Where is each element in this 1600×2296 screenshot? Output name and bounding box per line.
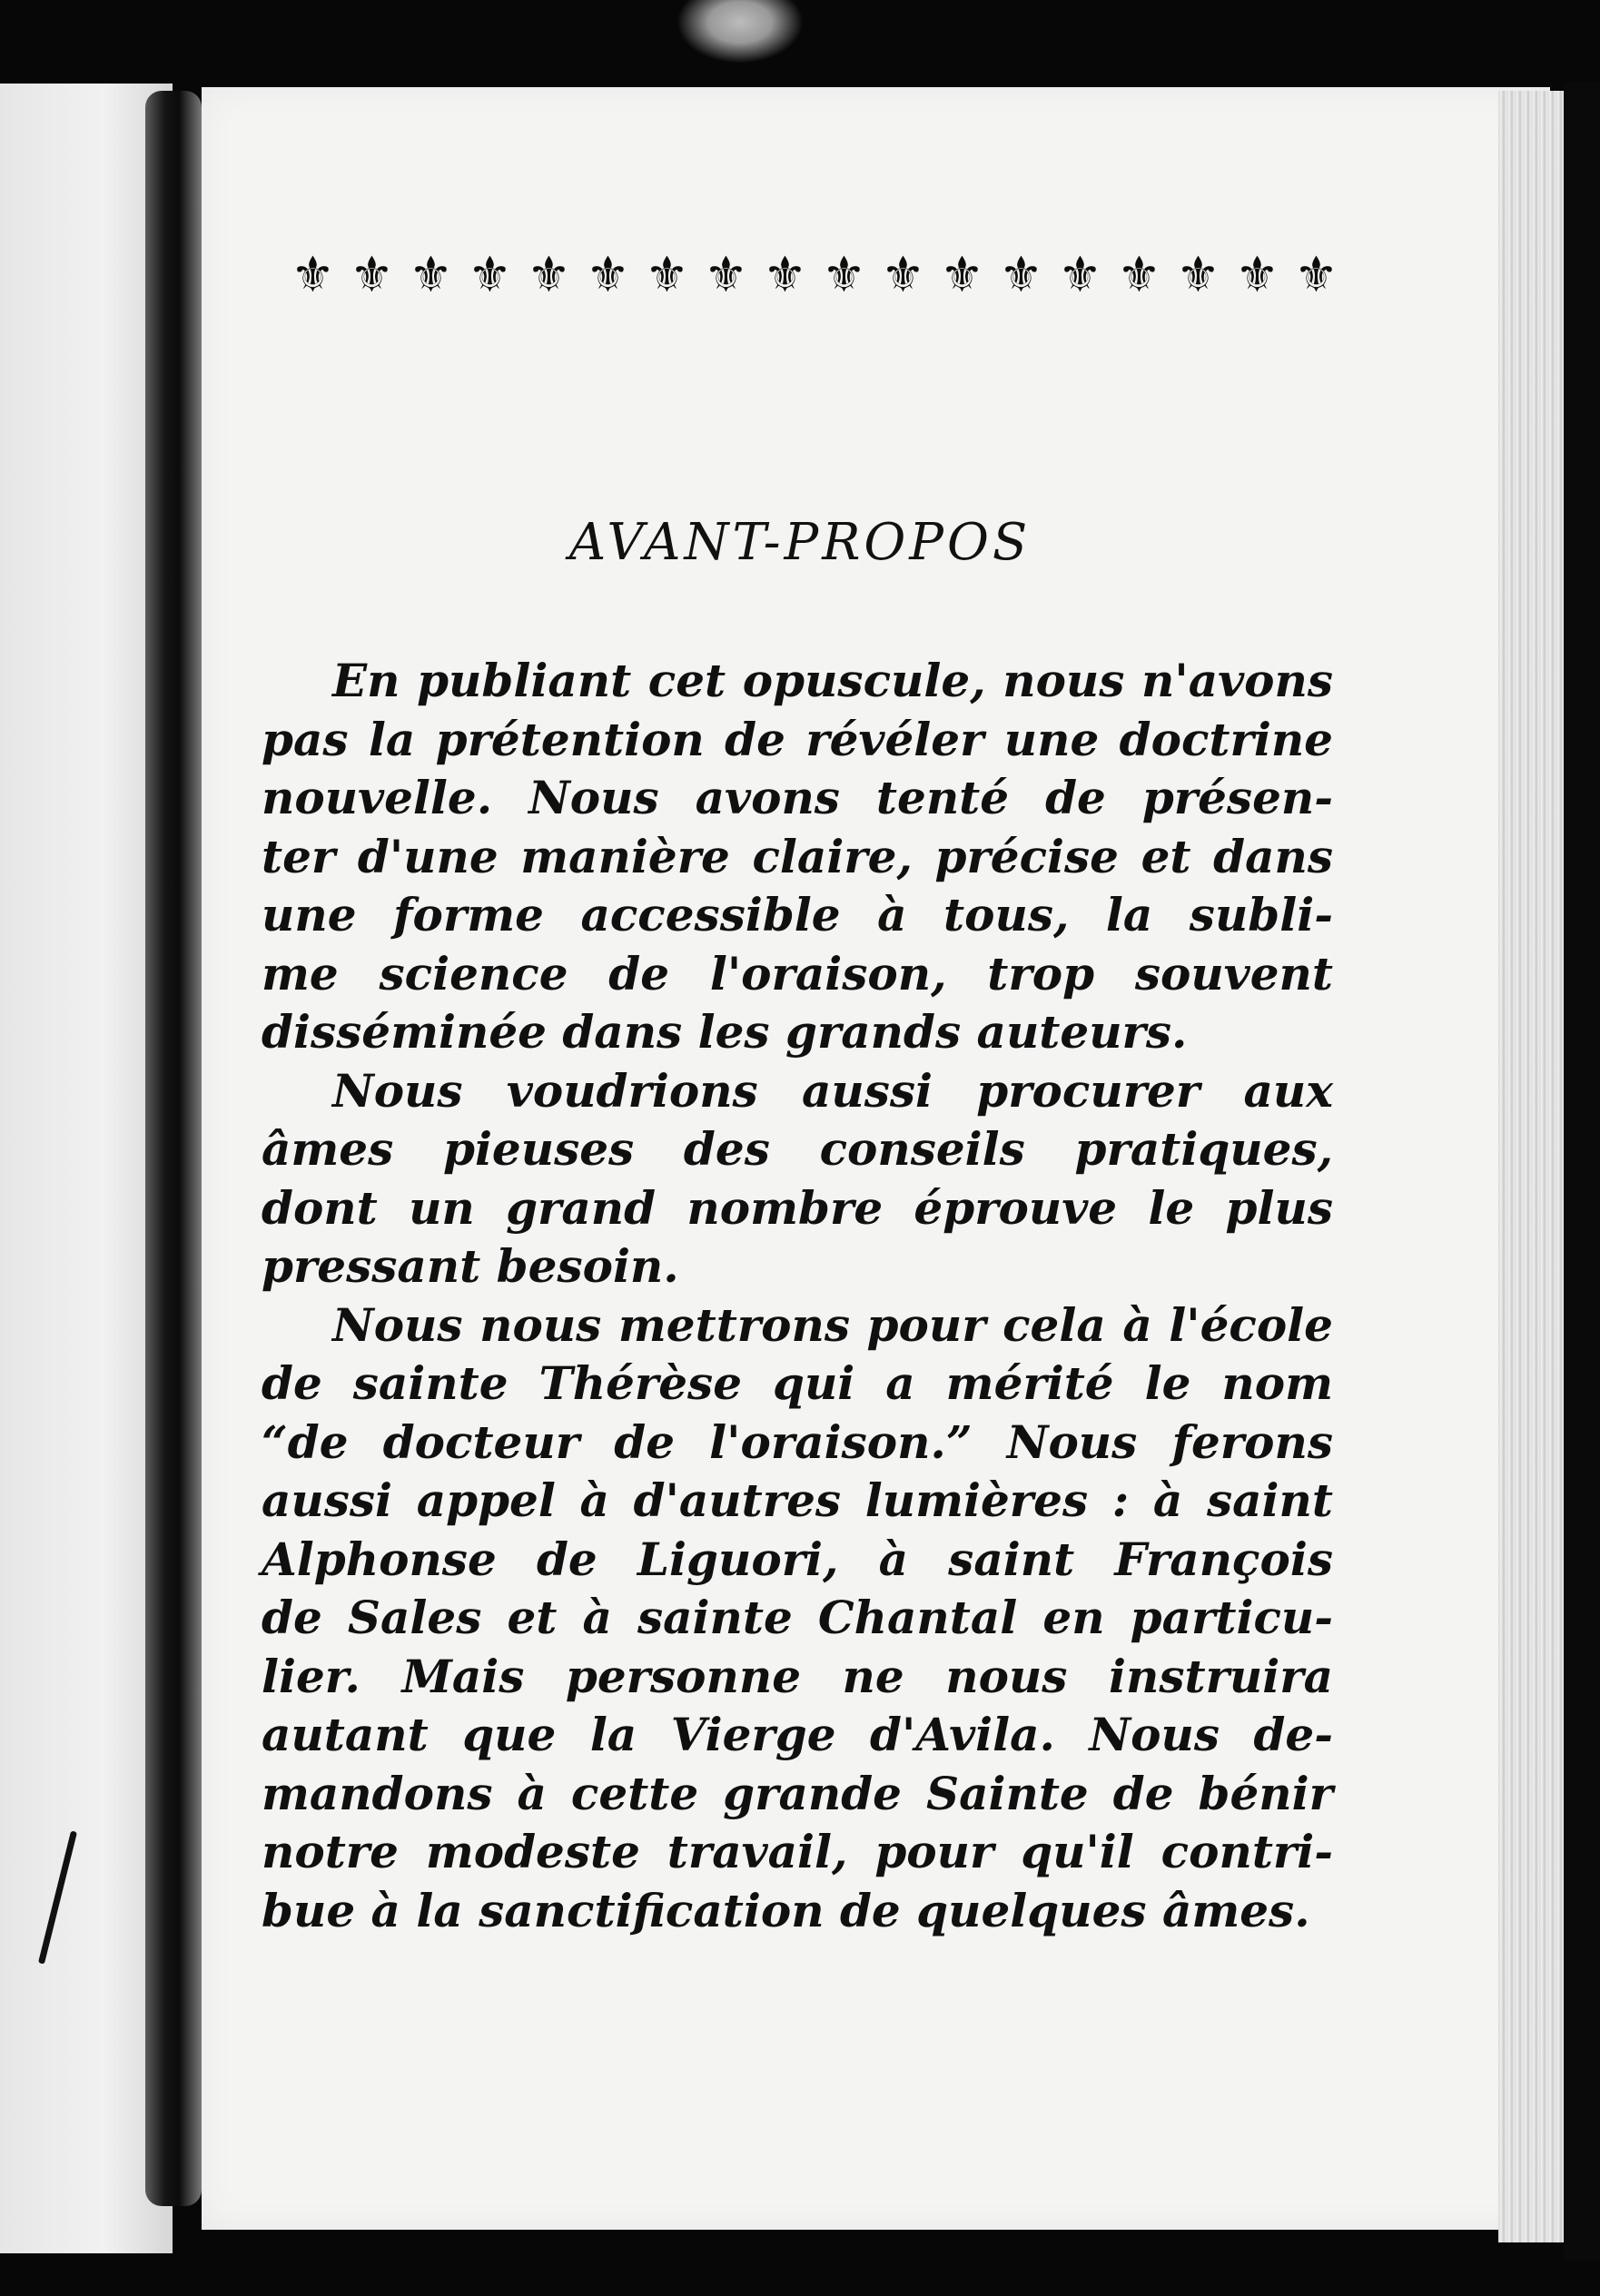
page-heading: AVANT-PROPOS [568,513,1032,572]
text-line: me science de l'oraison, trop souvent [262,946,1333,1000]
text-line: notre modeste travail, pour qu'il contri- [262,1825,1333,1878]
fleur-de-lis-icon: ⚜ [527,246,571,303]
text-line: de sainte Thérèse qui a mérité le nom [262,1356,1333,1410]
text-line: pas la prétention de révéler une doctrine [262,712,1333,766]
book-gutter [145,91,202,2206]
fleur-de-lis-icon: ⚜ [1058,246,1102,303]
fleur-de-lis-icon: ⚜ [1176,246,1220,303]
text-line: bue à la sanctification de quelques âmes. [262,1883,1310,1937]
text-line: une forme accessible à tous, la subli- [262,888,1333,941]
fleur-de-lis-icon: ⚜ [999,246,1043,303]
fleur-de-lis-icon: ⚜ [645,246,689,303]
page-edges [1498,91,1564,2242]
text-line: pressant besoin. [262,1239,679,1293]
fleur-de-lis-icon: ⚜ [291,246,335,303]
fleur-de-lis-icon: ⚜ [822,246,866,303]
scan-border [1564,82,1600,2261]
fleur-de-lis-icon: ⚜ [763,246,807,303]
fleur-de-lis-icon: ⚜ [1235,246,1279,303]
fleur-de-lis-icon: ⚜ [1294,246,1338,303]
fleur-de-lis-icon: ⚜ [704,246,748,303]
fleur-de-lis-icon: ⚜ [940,246,984,303]
text-line: nouvelle. Nous avons tenté de présen- [262,771,1333,824]
fleur-de-lis-icon: ⚜ [409,246,453,303]
fleur-de-lis-icon: ⚜ [468,246,512,303]
text-line: Alphonse de Liguori, à saint François [262,1532,1333,1586]
text-line: de Sales et à sainte Chantal en particu- [262,1591,1333,1644]
text-line: lier. Mais personne ne nous instruira [262,1649,1333,1703]
text-line: Nous voudrions aussi procurer aux [332,1063,1333,1118]
text-line: dont un grand nombre éprouve le plus [262,1180,1333,1235]
text-line: mandons à cette grande Sainte de bénir [262,1766,1333,1820]
fleur-de-lis-icon: ⚜ [881,246,925,303]
text-line: disséminée dans les grands auteurs. [262,1005,1188,1059]
text-line: aussi appel à d'autres lumières : à saint [262,1473,1333,1527]
body-text [262,652,1333,1940]
fleur-de-lis-icon: ⚜ [350,246,394,303]
scan-blemish [677,0,804,64]
fleur-de-lis-icon: ⚜ [1117,246,1161,303]
fleur-de-lis-icon: ⚜ [586,246,630,303]
text-line: ter d'une manière claire, précise et dans [262,829,1333,883]
text-line: Nous nous mettrons pour cela à l'école [332,1297,1333,1352]
fleur-de-lis-ornament-row [283,234,1346,316]
text-line: âmes pieuses des conseils pratiques, [262,1122,1333,1176]
text-line: En publiant cet opuscule, nous n'avons [332,654,1333,707]
text-line: autant que la Vierge d'Avila. Nous de- [262,1708,1333,1761]
text-line: “de docteur de l'oraison.” Nous ferons [262,1414,1333,1469]
